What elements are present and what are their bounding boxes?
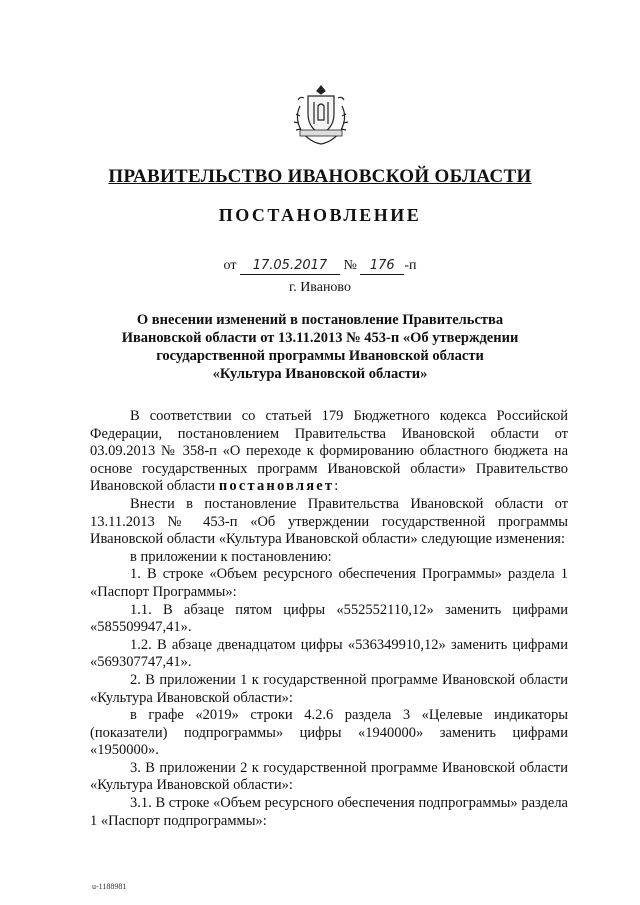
- coat-of-arms-emblem: [290, 84, 352, 148]
- date-number-line: [0, 258, 640, 275]
- paragraph: 1. В строке «Объем ресурсного обеспечения Программы» раздела 1 «Паспорт Программы»:: [90, 566, 568, 600]
- paragraph: 1.2. В абзаце двенадцатом цифры «536349910,12» заменить цифрами «569307747,41».: [90, 636, 568, 671]
- paragraph: в графе «2019» строки 4.2.6 раздела 3 «Целевые индикаторы (показатели) подпрограммы» цифры «1940000» заменить цифрами «1950000».: [90, 707, 568, 759]
- date-prefix: от: [223, 258, 237, 273]
- paragraph: Внести в постановление Правительства Ивановской области от 13.11.2013 № 453-п «Об утверждении государственной программы Ивановской области «Культура Ивановской области» следующие изменения:: [90, 495, 568, 548]
- paragraph: в приложении к постановлению:: [130, 548, 332, 565]
- paragraph: 1.1. В абзаце пятом цифры «552552110,12» заменить цифрами «585509947,41».: [90, 601, 568, 636]
- paragraph: 3. В приложении 2 к государственной программе Ивановской области «Культура Ивановской области»:: [90, 759, 568, 794]
- heading-line: Ивановской области от 13.11.2013 № 453-п «Об утверждении: [121, 330, 519, 346]
- city: г. Иваново: [289, 280, 351, 295]
- heading-line: «Культура Ивановской области»: [212, 366, 428, 382]
- footer-code: u-1188981: [92, 882, 127, 891]
- document-body: [90, 408, 568, 830]
- document-heading: [90, 311, 550, 383]
- resolution-keyword: постановляет: [218, 478, 335, 495]
- heading-line: государственной программы Ивановской области: [156, 348, 484, 364]
- document-type: ПОСТАНОВЛЕНИЕ: [218, 205, 422, 225]
- paragraph: 3.1. В строке «Объем ресурсного обеспечения подпрограммы» раздела 1 «Паспорт подпрограммы»:: [90, 795, 568, 829]
- document-date: 17.05.2017: [240, 258, 340, 275]
- intro-end: :: [334, 478, 339, 495]
- heading-line: О внесении изменений в постановление Правительства: [136, 312, 504, 328]
- organization-title: ПРАВИТЕЛЬСТВО ИВАНОВСКОЙ ОБЛАСТИ: [108, 166, 532, 187]
- intro-text: В соответствии со статьей 179 Бюджетного кодекса Российской Федерации, постановлением Правительства Ивановской области от 03.09.2013 № 358-п «О переходе к формированию областного бюджета на основе государственных программ Ивановской области» Правительство Ивановской области: [90, 408, 568, 495]
- number-suffix: -п: [404, 258, 417, 273]
- paragraph: 2. В приложении 1 к государственной программе Ивановской области «Культура Ивановской области»:: [90, 671, 568, 706]
- document-number: 176: [360, 258, 404, 275]
- paragraph-intro: [90, 408, 568, 496]
- number-sign: №: [343, 258, 357, 273]
